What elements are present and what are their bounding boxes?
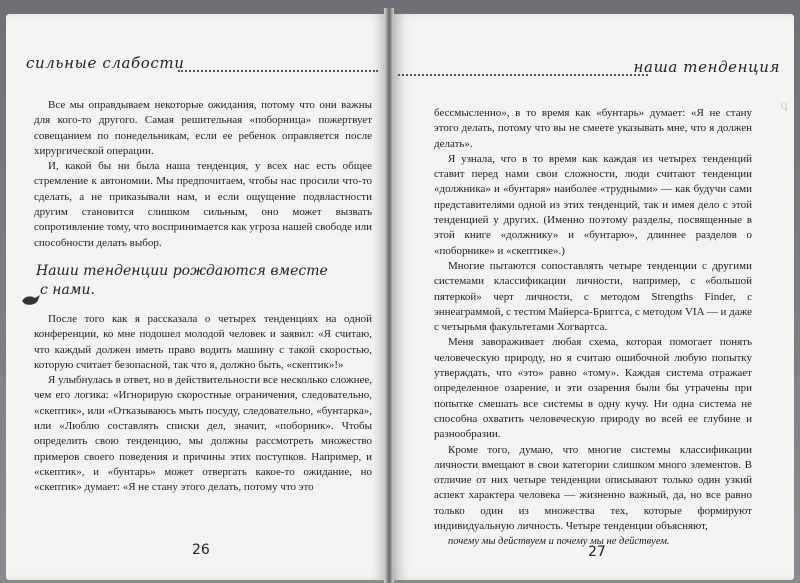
right-running-head: наша тенденция <box>633 58 780 76</box>
left-paragraph-3: После того как я рассказала о четырех тенденциях на одной конференции, ко мне подошел молодой человек и заявил: «Я считаю, что каждый должен иметь право водить машину с такой скоростью, которую считает безопасной, так что я, должно быть, «скептик»!» <box>34 313 372 371</box>
right-final-line: почему мы действуем и почему мы не действуем. <box>448 536 670 548</box>
left-paragraph-4: Я улыбнулась в ответ, но в действительности все несколько сложнее, чем его логика: «Игнорирую скоростные ограничения, следовательно, «скептик», или «Отказываюсь мыть посуду, следовательно, «бунтарка», или «Люблю составлять списки дел, значит, «поборник». Чтобы определить свою тенденцию, мы должны рассмотреть множество примеров своего поведения и причины этих поступков. Например, и «скептик», и «бунтарь» может отвергать какое-то ожидание, но «скептик» думает: «Я не стану этого делать, потому что это <box>34 374 372 494</box>
right-paragraph-5: Кроме того, думаю, что многие системы классификации личности вмещают в свои категории слишком много элементов. В отличие от них четыре тенденции описывают только один узкий аспект характера человека — жизненно важный, да, но все равно только один из множества тех, которые формируют индивидуальную личность. Четыре тенденции объясняют, <box>434 443 752 533</box>
left-page <box>6 14 386 580</box>
right-head-dotted-line <box>398 74 648 76</box>
left-bottom-text <box>34 312 372 496</box>
left-top-text <box>34 98 372 251</box>
left-subheading <box>36 262 366 300</box>
bleed-through-text: Ч <box>780 100 788 114</box>
left-page-number: 26 <box>192 542 210 558</box>
right-paragraph-1: бессмысленно», в то время как «бунтарь» думает: «Я не стану этого делать, потому что вы не смеете указывать мне, что я должен делать». <box>434 107 752 150</box>
subheading-line-1: Наши тенденции рождаются вместе <box>36 263 328 279</box>
left-running-head: сильные слабости <box>26 54 185 72</box>
right-text <box>434 106 752 550</box>
right-paragraph-4: Меня завораживает любая схема, которая помогает понять человеческую природу, но я считаю ошибочной любую попытку утверждать, что «это» равно «тому». Каждая система отражает определенное озарение, и эти озарения были бы утрачены при попытке смешать все системы в одну кучу. Ни одна система не способна охватить человеческую природу во всей ее глубине и разнообразии. <box>434 336 752 441</box>
subheading-line-2: с нами. <box>40 282 95 298</box>
left-paragraph-1: Все мы оправдываем некоторые ожидания, потому что они важны для кого-то другого. Самая решительная «поборница» пожертвует совещанием по понедельникам, если ее ребенок оправляется после хирургической операции. <box>34 99 372 157</box>
left-paragraph-2: И, какой бы ни была наша тенденция, у всех нас есть общее стремление к автономии. Мы предпочитаем, чтобы нас просили что-то сделать, а не приказывали нам, и если ощущение подвластности другим становится слишком сильным, оно может вызвать сопротивление тому, что воспринимается как угроза нашей свободе или способности делать выбор. <box>34 160 372 249</box>
right-page <box>392 14 794 580</box>
right-page-number: 27 <box>588 544 606 560</box>
right-paragraph-2: Я узнала, что в то время как каждая из четырех тенденций ставит перед нами свои сложности, люди считают тенденции «должника» и «бунтаря» наиболее «трудными» — как будучи сами представителями одной из этих тенденций, так и имея дело с этой тенденцией у других. (Именно поэтому разделы, посвященные в этой книге «должнику» и «бунтарю», длиннее разделов о «поборнике» и «скептике».) <box>434 152 752 257</box>
bird-doodle-icon <box>20 292 42 308</box>
right-paragraph-3: Многие пытаются сопоставлять четыре тенденции с другими системами классификации личности, например, с «большой пятеркой» черт личности, с методом Strengths Finder, с эннеаграммой, с тестом Майерса-Бриггса, с методом VIA — и даже с четырьмя факультетами Хогвартса. <box>434 259 752 334</box>
left-head-dotted-line <box>178 70 378 72</box>
